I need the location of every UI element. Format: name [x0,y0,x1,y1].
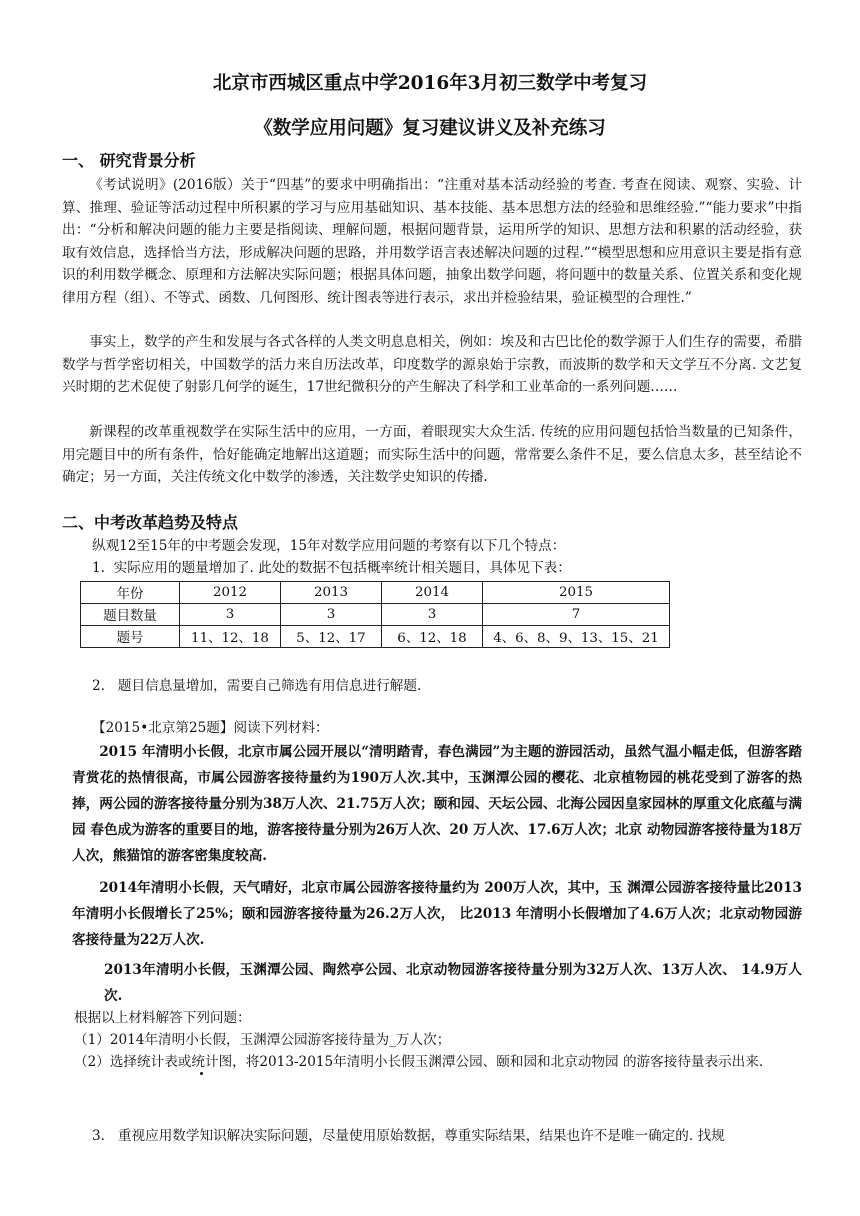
question-2: （2）选择统计表或统计图，将2013-2015年清明小长假玉渊潭公园、颐和园和北京动物园 的游客接待量表示出来. [74,1054,764,1070]
table-cell: 7 [483,604,670,626]
question-intro: 根据以上材料解答下列问题： [74,1010,251,1026]
material-2014-text: 2014年清明小长假，天气晴好，北京市属公园游客接待量约为 200万人次，其中，玉 渊潭公园游客接待量比2013 年清明小长假增长了25%；颐和园游客接待量为26.2万人次， 比2013 年清明小长假增加了4.6万人次；北京动物园游客接待量为22万人次. [72,880,802,948]
emphasis-dot [200,1072,203,1075]
material-paragraph-2013 [104,957,802,1009]
table-header-cell: 2013 [281,582,382,604]
item-3-text: 3. 重视应用数学知识解决实际问题，尽量使用原始数据，尊重实际结果，结果也许不是唯一确定的. 找规 [92,1128,725,1144]
table-cell: 3 [180,604,281,626]
table-header-cell: 2015 [483,582,670,604]
section1-paragraph-2: 事实上，数学的产生和发展与各式各样的人类文明息息相关，例如：埃及和古巴比伦的数学源于人们生存的需要，希腊数学与哲学密切相关，中国数学的活力来自历法改革，印度数学的源泉始于宗教，而波斯的数学和天文学互不分离. 文艺复兴时期的艺术促使了射影几何学的诞生，17世纪微积分的产生解决了科学和工业革命的一系列问题…… [62,334,802,395]
section2-intro: 纵观12至15年的中考题会发现，15年对数学应用问题的考察有以下几个特点： [92,538,566,554]
material-paragraph-2015 [72,739,802,869]
table-header-cell: 2012 [180,582,281,604]
document-title-line2: 《数学应用问题》复习建议讲义及补充练习 [254,118,606,139]
table-cell: 6、12、18 [382,626,483,648]
problem-label: 【2015•北京第25题】阅读下列材料： [92,720,329,736]
table-cell: 11、12、18 [180,626,281,648]
material-2015-text: 2015 年清明小长假，北京市属公园开展以“清明踏青，春色满园”为主题的游园活动，虽然气温小幅走低，但游客踏青赏花的热情很高，市属公园游客接待量约为190万人次.其中，玉渊潭公园的樱花、北京植物园的桃花受到了游客的热捧，两公园的游客接待量分别为38万人次、21.75万人次；颐和园、天坛公园、北海公园因皇家园林的厚重文化底蕴与满园 春色成为游客的重要目的地，游客接待量分别为26万人次、20 万人次、17.6万人次；北京 动物园游客接待量为18万人次，熊猫馆的游客密集度较高. [72,744,802,864]
document-title-line1: 北京市西城区重点中学2016年3月初三数学中考复习 [212,73,648,94]
table-header-cell: 2014 [382,582,483,604]
section1-heading: 一、 研究背景分析 [62,151,196,170]
section1-paragraph-1: 《考试说明》(2016版）关于“四基”的要求中明确指出：“注重对基本活动经验的考查. 考查在阅读、观察、实验、计算、推理、验证等活动过程中所积累的学习与应用基础知识、基本技能、基本思想方法的经验和思维经验.”“能力要求”中指出：“分析和解决问题的能力主要是指阅读、理解问题，根据问题背景，运用所学的知识、思想方法和积累的活动经验，获取有效信息，选择恰当方法，形成解决问题的思路，并用数学语言表述解决问题的过程.”“模型思想和应用意识主要是指有意识的利用数学概念、原理和方法解决实际问题；根据具体问题，抽象出数学问题，将问题中的数量关系、位置关系和变化规律用方程（组）、不等式、函数、几何图形、统计图表等进行表示，求出并检验结果，验证模型的合理性.” [62,177,802,306]
table-cell: 5、12、17 [281,626,382,648]
table-row [81,626,670,648]
table-header-row [81,582,670,604]
table-header-cell: 年份 [81,582,180,604]
material-paragraph-2014 [72,875,802,953]
section2-heading: 二、中考改革趋势及特点 [62,513,239,532]
question-count-table [80,581,670,648]
item-2-text: 2. 题目信息量增加，需要自己筛选有用信息进行解题. [92,678,422,694]
table-cell: 题目数量 [81,604,180,626]
section1-paragraph-3: 新课程的改革重视数学在实际生活中的应用，一方面，着眼现实大众生活. 传统的应用问题包括恰当数量的已知条件，用完题目中的所有条件，恰好能确定地解出这道题；而实际生活中的问题，常常要么条件不足，要么信息太多，甚至结论不确定；另一方面，关注传统文化中数学的渗透，关注数学史知识的传播. [62,424,802,485]
table-cell: 题号 [81,626,180,648]
question-1: （1）2014年清明小长假，玉渊潭公园游客接待量为_万人次； [74,1032,451,1048]
table-cell: 3 [281,604,382,626]
item-1-text: 1. 实际应用的题量增加了. 此处的数据不包括概率统计相关题目，具体见下表： [92,560,571,576]
table-cell: 3 [382,604,483,626]
material-2013-text: 2013年清明小长假，玉渊潭公园、陶然亭公园、北京动物园游客接待量分别为32万人次、13万人次、 14.9万人次. [104,962,802,1004]
table-cell: 4、6、8、9、13、15、21 [483,626,670,648]
table-row [81,604,670,626]
